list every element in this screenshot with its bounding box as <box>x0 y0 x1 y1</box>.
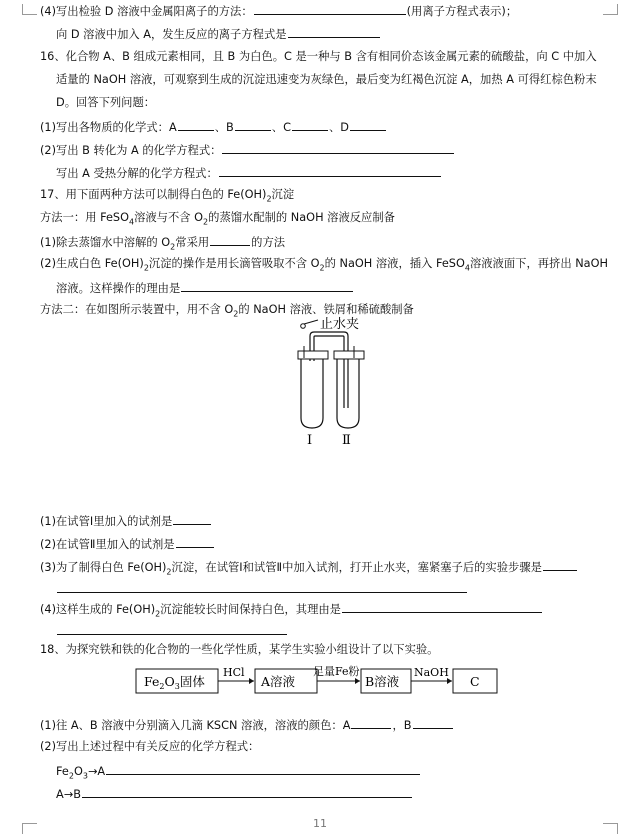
svg-text:Fe2O3固体: $Fe_2O_3$固体 <box>144 674 205 691</box>
q16-stem-1: 16、化合物 A、B 组成元素相同，且 B 为白色。C 是一种与 B 含有相同价态该金属元素的硫酸盐，向 C 中加入 <box>40 50 597 63</box>
clamp-pointer <box>304 320 318 324</box>
q18-part2: (2)写出上述过程中有关反应的化学方程式： <box>40 740 260 753</box>
q17-m2-part4-cont <box>56 623 288 639</box>
answer-blank[interactable] <box>292 119 328 131</box>
crop-mark-top-right <box>603 4 618 15</box>
page-number: 11 <box>313 817 327 830</box>
answer-blank[interactable] <box>173 513 211 525</box>
answer-blank[interactable] <box>288 26 380 38</box>
q17-m2-part3: (3)为了制得白色 $Fe(OH)_2$沉淀，在试管Ⅰ和试管Ⅱ中加入试剂，打开止水夹，塞紧塞子后的实验步骤是 <box>40 559 578 575</box>
answer-blank[interactable] <box>254 3 406 15</box>
reaction-flow-diagram <box>130 664 510 696</box>
q17-m2-part3-cont <box>56 581 468 597</box>
answer-blank[interactable] <box>57 581 467 593</box>
q18-stem: 18、为探究铁和铁的化合物的一些化学性质，某学生实验小组设计了以下实验。 <box>40 643 439 656</box>
answer-blank[interactable] <box>235 119 271 131</box>
answer-blank[interactable] <box>350 119 386 131</box>
answer-blank[interactable] <box>210 234 250 246</box>
answer-blank[interactable] <box>57 623 287 635</box>
test-tube-1 <box>301 359 323 428</box>
svg-text:A溶液: A溶液 <box>261 674 296 689</box>
answer-blank[interactable] <box>82 786 412 798</box>
test-tube-apparatus-diagram <box>284 306 394 446</box>
q17-method2: 方法二：在如图所示装置中，用不含 $O_2$的 NaOH 溶液、铁屑和稀硫酸制备 <box>40 303 414 319</box>
answer-blank[interactable] <box>178 119 214 131</box>
q16-part2: (2)写出 B 转化为 A 的化学方程式： <box>40 142 455 158</box>
flow-arrow-3-label: NaOH <box>414 666 449 679</box>
tube1-label: Ⅰ <box>307 433 313 446</box>
crop-mark-top-left <box>22 4 37 15</box>
tube1-stopper <box>298 351 328 359</box>
q17-m1-part1: (1)除去蒸馏水中溶解的 $O_2$常采用 的方法 <box>40 236 286 252</box>
answer-blank[interactable] <box>181 280 353 292</box>
tube2-label: Ⅱ <box>342 433 351 446</box>
q17-stem: 17、用下面两种方法可以制得白色的 $Fe(OH)_2$沉淀 <box>40 188 295 204</box>
q18-eq1: $Fe_2O_3\to A$ <box>56 763 421 779</box>
q15-part4-line2: 向 D 溶液中加入 A，发生反应的离子方程式是 <box>56 26 381 42</box>
svg-text:B溶液: B溶液 <box>365 674 400 689</box>
q18-part1: (1)往 A、B 溶液中分别滴入几滴 KSCN 溶液，溶液的颜色：A ，B <box>40 717 454 733</box>
answer-blank[interactable] <box>413 717 453 729</box>
q16-part2b: 写出 A 受热分解的化学方程式： <box>56 165 442 181</box>
answer-blank[interactable] <box>106 763 420 775</box>
flow-arrow-1-label: HCl <box>223 666 245 679</box>
q17-m2-part4: (4)这样生成的 $Fe(OH)_2$沉淀能较长时间保持白色，其理由是 <box>40 601 543 617</box>
answer-blank[interactable] <box>222 142 454 154</box>
answer-blank[interactable] <box>351 717 391 729</box>
q17-m2-part2: (2)在试管Ⅱ里加入的试剂是 <box>40 536 215 552</box>
connecting-tube <box>310 332 348 408</box>
q15-part4-line: (4)写出检验 D 溶液中金属阳离子的方法： (用离子方程式表示)； <box>40 5 518 18</box>
clamp-icon <box>301 324 306 329</box>
clamp-label: 止水夹 <box>320 317 360 332</box>
q17-method1: 方法一：用 FeSO$_4$溶液与不含 $O_2$的蒸馏水配制的 NaOH 溶液反应制备 <box>40 211 395 227</box>
q17-m2-part1: (1)在试管Ⅰ里加入的试剂是 <box>40 513 212 529</box>
answer-blank[interactable] <box>219 165 441 177</box>
q17-m1-part2b: 溶液。这样操作的理由是 <box>56 280 354 296</box>
q16-stem-3: D。回答下列问题： <box>56 96 156 109</box>
answer-blank[interactable] <box>176 536 214 548</box>
flow-arrow-2-label: 足量Fe粉 <box>313 665 360 678</box>
q18-eq2: A→B <box>56 786 413 802</box>
q16-stem-2: 适量的 NaOH 溶液，可观察到生成的沉淀迅速变为灰绿色，最后变为红褐色沉淀 A，加热 A 可得红棕色粉末 <box>56 73 597 86</box>
tube2-stopper <box>334 351 364 359</box>
svg-text:C: C <box>470 674 480 689</box>
q17-m1-part2: (2)生成白色 $Fe(OH)_2$沉淀的操作是用长滴管吸取不含 $O_2$的 NaOH 溶液，插入 FeSO$_4$溶液液面下，再挤出 NaOH <box>40 257 608 273</box>
answer-blank[interactable] <box>543 559 577 571</box>
answer-blank[interactable] <box>342 601 542 613</box>
q16-part1: (1)写出各物质的化学式：A 、B 、C 、D <box>40 119 387 135</box>
